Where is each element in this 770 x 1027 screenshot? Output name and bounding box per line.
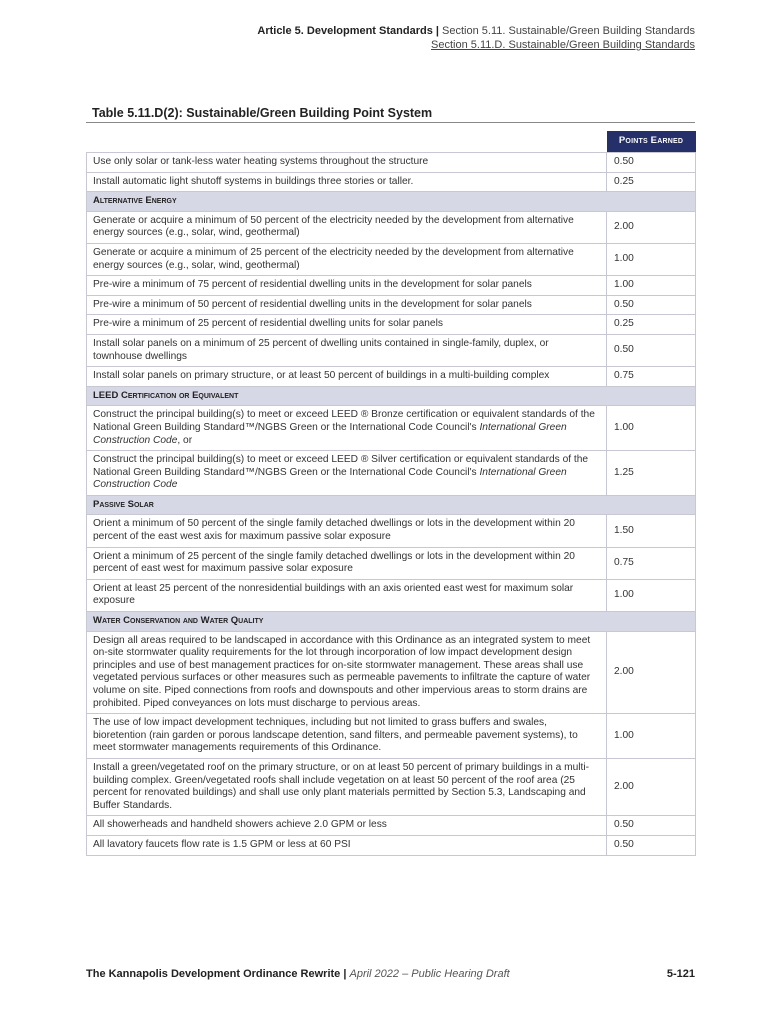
title-rule (86, 122, 695, 123)
description-text: Orient a minimum of 50 percent of the single family detached dwellings or lots in the development within 20 percent of the east west axis for maximum passive solar exposure (93, 518, 575, 543)
table-row (87, 243, 696, 275)
code-title: International Green Construction Code (93, 466, 567, 491)
description-text: All lavatory faucets flow rate is 1.5 GPM or less at 60 PSI (93, 838, 351, 850)
points-value: 0.50 (607, 816, 696, 836)
points-value: 0.50 (607, 835, 696, 855)
points-value: 1.00 (607, 579, 696, 611)
description-text: Use only solar or tank-less water heating systems throughout the structure (93, 156, 429, 167)
description-text: Install solar panels on a minimum of 25 percent of dwelling units contained in single-family, duplex, or townhouse dwellings (93, 337, 549, 362)
description-text: Construct the principal building(s) to meet or exceed LEED ® Silver certification or equivalent standards of the National Green Building Standard™/NGBS Green or the International Code Council's (93, 454, 589, 478)
table-row (87, 835, 696, 855)
table-row (87, 451, 696, 496)
table-row (87, 714, 696, 759)
description-text: Design all areas required to be landscaped in accordance with this Ordinance as an integrated system to meet on-site stormwater quality requirements for the lot through incorporation of low impact development design principles and use of best management practices for on-site stormwater management. These areas shall use vegetated pervious surfaces or other measures such as permeable pavements to infiltrate the capture of water volume on site. Piped connections from roofs and downspouts and other impervious areas to storm drains are prohibited. Piped conveyances on lots must discharge to pervious areas. (93, 634, 591, 709)
table-row (87, 211, 696, 243)
table-row (87, 579, 696, 611)
measure-description (87, 579, 607, 611)
table-row (87, 315, 696, 335)
points-value: 1.00 (607, 714, 696, 759)
section-title: Section 5.11. Sustainable/Green Building Standards (442, 25, 695, 37)
table-header-row (87, 131, 696, 153)
description-text: Pre-wire a minimum of 75 percent of residential dwelling units in the development for solar panels (93, 279, 532, 291)
description-text: Generate or acquire a minimum of 50 percent of the electricity needed by the development from alternative energy sources (e.g., solar, wind, geothermal) (93, 214, 574, 239)
description-text: Install automatic light shutoff systems in buildings three stories or taller. (93, 175, 414, 187)
measure-description (87, 631, 607, 714)
measure-description (87, 315, 607, 335)
points-value: 2.00 (607, 631, 696, 714)
page-number: 5-121 (666, 968, 695, 980)
table-row (87, 334, 696, 366)
measure-description (87, 243, 607, 275)
measure-description (87, 406, 607, 451)
table-row (87, 276, 696, 296)
section-heading: Alternative Energy (87, 192, 696, 212)
points-value: 1.00 (607, 406, 696, 451)
section-heading: LEED Certification or Equivalent (87, 386, 696, 406)
measure-description (87, 714, 607, 759)
measure-description (87, 515, 607, 547)
header-separator: | (435, 25, 439, 37)
points-value: 0.50 (607, 295, 696, 315)
points-value: 0.50 (607, 334, 696, 366)
measure-description (87, 211, 607, 243)
description-text: All showerheads and handheld showers achieve 2.0 GPM or less (93, 819, 387, 831)
points-table (86, 131, 696, 856)
table-row (87, 515, 696, 547)
points-earned-header: Points Earned (607, 131, 696, 153)
points-value: 1.50 (607, 515, 696, 547)
page-header (257, 24, 695, 52)
section-row (87, 612, 696, 632)
table-row (87, 547, 696, 579)
measure-description (87, 835, 607, 855)
measure-description (87, 153, 607, 173)
description-text: Generate or acquire a minimum of 25 percent of the electricity needed by the development from alternative energy sources (e.g., solar, wind, geothermal) (93, 246, 574, 271)
section-heading: Water Conservation and Water Quality (87, 612, 696, 632)
description-text: Install a green/vegetated roof on the primary structure, or on at least 50 percent of primary buildings in a multi-building complex. Green/vegetated roofs shall include vegetation on at least 50 percent of the roof area (25 percent for renovated buildings) and shall use only plant materials permitted by Section 5.3, Landscaping and Buffer Standards. (93, 761, 590, 811)
description-text: The use of low impact development techniques, including but not limited to grass buffers and swales, bioretention (rain garden or porous landscape detention, sand filters, and permeable pavement systems), to meet stormwater managements requirements of this Ordinance. (93, 717, 578, 754)
points-value: 1.00 (607, 276, 696, 296)
points-value: 1.00 (607, 243, 696, 275)
measure-description (87, 451, 607, 496)
table-title: Table 5.11.D(2): Sustainable/Green Building Point System (92, 106, 433, 120)
section-row (87, 495, 696, 515)
table-row (87, 406, 696, 451)
measure-description (87, 816, 607, 836)
description-text: Construct the principal building(s) to meet or exceed LEED ® Bronze certification or equivalent standards of the National Green Building Standard™/NGBS Green or the International Code Council's (93, 409, 595, 433)
table-row (87, 172, 696, 192)
description-text: Pre-wire a minimum of 50 percent of residential dwelling units in the development for solar panels (93, 298, 532, 310)
header-blank-cell (87, 131, 607, 153)
points-value: 0.50 (607, 153, 696, 173)
points-value: 2.00 (607, 758, 696, 815)
description-text: Orient a minimum of 25 percent of the single family detached dwellings or lots in the development within 20 percent of east west for maximum passive solar exposure (93, 550, 575, 575)
table-row (87, 367, 696, 387)
points-value: 0.25 (607, 172, 696, 192)
measure-description (87, 547, 607, 579)
footer-separator: | (343, 968, 347, 980)
points-value: 0.75 (607, 367, 696, 387)
subsection-title: Section 5.11.D. Sustainable/Green Building Standards (431, 39, 695, 51)
table-row (87, 153, 696, 173)
measure-description (87, 276, 607, 296)
points-value: 0.25 (607, 315, 696, 335)
footer-date: April 2022 – Public Hearing Draft (349, 968, 510, 980)
section-heading: Passive Solar (87, 495, 696, 515)
article-title: Article 5. Development Standards (257, 25, 433, 37)
section-row (87, 192, 696, 212)
footer-title: The Kannapolis Development Ordinance Rewrite (86, 968, 341, 980)
points-value: 0.75 (607, 547, 696, 579)
measure-description (87, 758, 607, 815)
section-row (87, 386, 696, 406)
table-row (87, 816, 696, 836)
measure-description (87, 367, 607, 387)
description-text: Install solar panels on primary structure, or at least 50 percent of buildings in a multi-building complex (93, 370, 550, 382)
points-value: 1.25 (607, 451, 696, 496)
measure-description (87, 172, 607, 192)
page-footer (86, 968, 510, 980)
measure-description (87, 334, 607, 366)
table-row (87, 758, 696, 815)
table-row (87, 295, 696, 315)
table-row (87, 631, 696, 714)
description-text: Orient at least 25 percent of the nonresidential buildings with an axis oriented east west for maximum solar exposure (93, 582, 574, 607)
points-value: 2.00 (607, 211, 696, 243)
measure-description (87, 295, 607, 315)
code-title: International Green Construction Code (93, 421, 567, 446)
description-text: Pre-wire a minimum of 25 percent of residential dwelling units for solar panels (93, 318, 443, 330)
description-suffix: , or (177, 434, 193, 446)
